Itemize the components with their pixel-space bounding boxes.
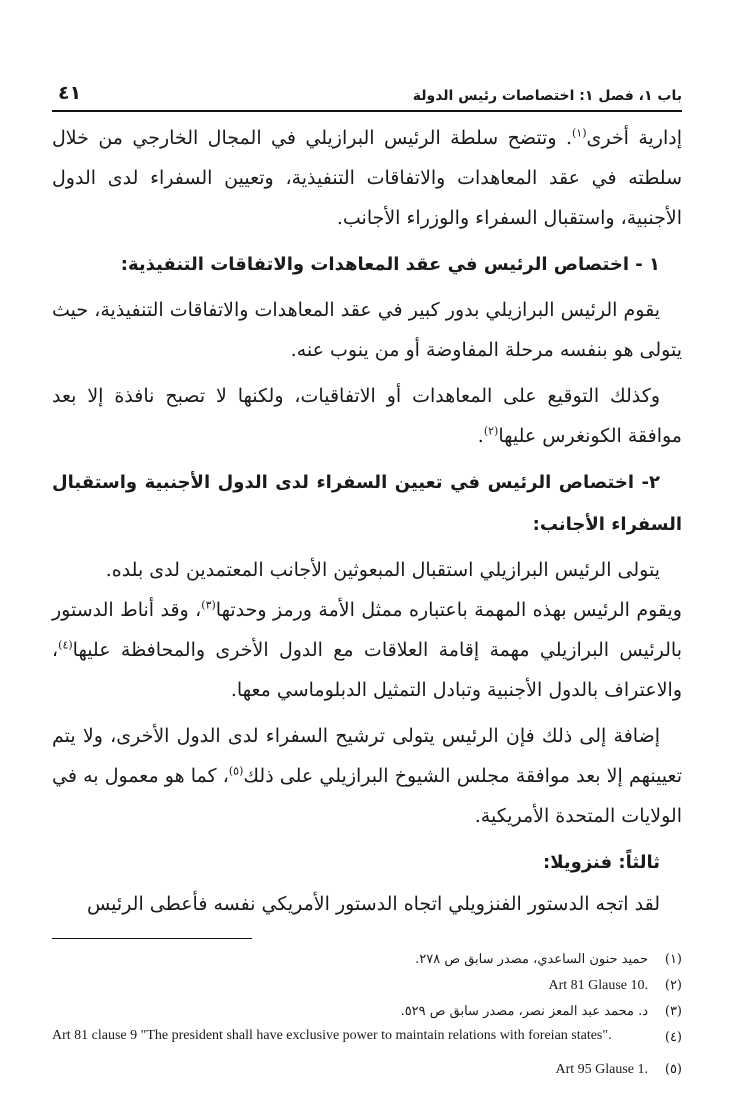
paragraph-6-text-b: ، كما هو معمول به في الولايات المتحدة الأمريكية. <box>52 765 682 827</box>
footnote-5 <box>52 1057 682 1083</box>
paragraph-5-text-c: ، والاعتراف بالدول الأجنبية وتبادل التمثيل الدبلوماسي معها. <box>52 639 682 701</box>
paragraph-1 <box>52 118 682 238</box>
paragraph-3-text-a: وكذلك التوقيع على المعاهدات أو الاتفاقيات، ولكنها لا تصبح نافذة إلا بعد موافقة الكونغرس عليها <box>52 385 682 447</box>
footnote-1 <box>52 947 682 973</box>
footnote-number: (١) <box>664 952 682 967</box>
footnote-divider <box>52 938 252 939</box>
footnote-2 <box>52 973 682 999</box>
footnote-4 <box>52 1025 682 1051</box>
footnote-3 <box>52 999 682 1025</box>
footnote-number: (٣) <box>664 1004 682 1019</box>
paragraph-6 <box>52 716 682 836</box>
section-heading-1: ١ - اختصاص الرئيس في عقد المعاهدات والاتفاقات التنفيذية: <box>120 254 660 275</box>
footnote-text: حميد حنون الساعدي، مصدر سابق ص ٢٧٨. <box>415 952 648 967</box>
section-heading-3: ثالثاً: فنزويلا: <box>543 852 660 873</box>
paragraph-4: يتولى الرئيس البرازيلي استقبال المبعوثين الأجانب المعتمدين لدى بلده. <box>105 559 660 581</box>
paragraph-5 <box>52 590 682 710</box>
paragraph-7: لقد اتجه الدستور الفنزويلي اتجاه الدستور الأمريكي نفسه فأعطى الرئيس <box>86 893 660 915</box>
footnote-ref-3: (٣) <box>201 598 216 612</box>
footnote-number: (٥) <box>664 1062 682 1077</box>
paragraph-3-text-b: . <box>477 425 484 447</box>
footnote-ref-4: (٤) <box>58 638 73 652</box>
footnote-text: Art 81 Glause 10. <box>548 978 648 993</box>
book-page <box>52 82 682 1083</box>
paragraph-2: يقوم الرئيس البرازيلي بدور كبير في عقد المعاهدات والاتفاقات التنفيذية، حيث يتولى هو بنفسه مرحلة المفاوضة أو من ينوب عنه. <box>52 299 682 361</box>
footnote-ref-1: (١) <box>572 126 587 140</box>
page-number: ٤١ <box>58 82 82 104</box>
footnote-number: (٢) <box>664 978 682 993</box>
footnote-ref-2: (٢) <box>483 424 499 438</box>
section-heading-2: ٢- اختصاص الرئيس في تعيين السفراء لدى الدول الأجنبية واستقبال السفراء الأجانب: <box>52 472 682 535</box>
footnote-ref-5: (٥) <box>228 764 244 778</box>
paragraph-5-text-a: ويقوم الرئيس بهذه المهمة باعتباره ممثل الأمة ورمز وحدتها <box>215 599 682 621</box>
footnote-text: Art 81 clause 9 "The president shall have exclusive power to maintain relations with foreian states". <box>52 1028 612 1043</box>
paragraph-3 <box>52 376 682 456</box>
paragraph-1-text-b: . وتتضح سلطة الرئيس البرازيلي في المجال الخارجي من خلال سلطته في عقد المعاهدات والاتفاقات التنفيذية، وتعيين السفراء لدى الدول الأجنبية، واستقبال السفراء والوزراء الأجانب. <box>52 127 682 229</box>
footnotes-list <box>52 947 682 1083</box>
paragraph-5-text-b: ، وقد أناط الدستور بالرئيس البرازيلي مهمة إقامة العلاقات مع الدول الأخرى والمحافظة عليها <box>52 599 682 661</box>
footnote-number: (٤) <box>664 1030 682 1045</box>
paragraph-1-text-a: إدارية أخرى <box>586 127 682 149</box>
running-head: باب ١، فصل ١: اختصاصات رئيس الدولة <box>412 88 682 104</box>
paragraph-6-text-a: إضافة إلى ذلك فإن الرئيس يتولى ترشيح السفراء لدى الدول الأخرى، ولا يتم تعيينهم إلا بعد موافقة مجلس الشيوخ البرازيلي على ذلك <box>52 725 682 787</box>
footnote-text: د. محمد عبد المعز نصر، مصدر سابق ص ٥٢٩. <box>400 1004 648 1019</box>
page-header <box>52 82 682 112</box>
footnote-text: Art 95 Glause 1. <box>555 1062 648 1077</box>
